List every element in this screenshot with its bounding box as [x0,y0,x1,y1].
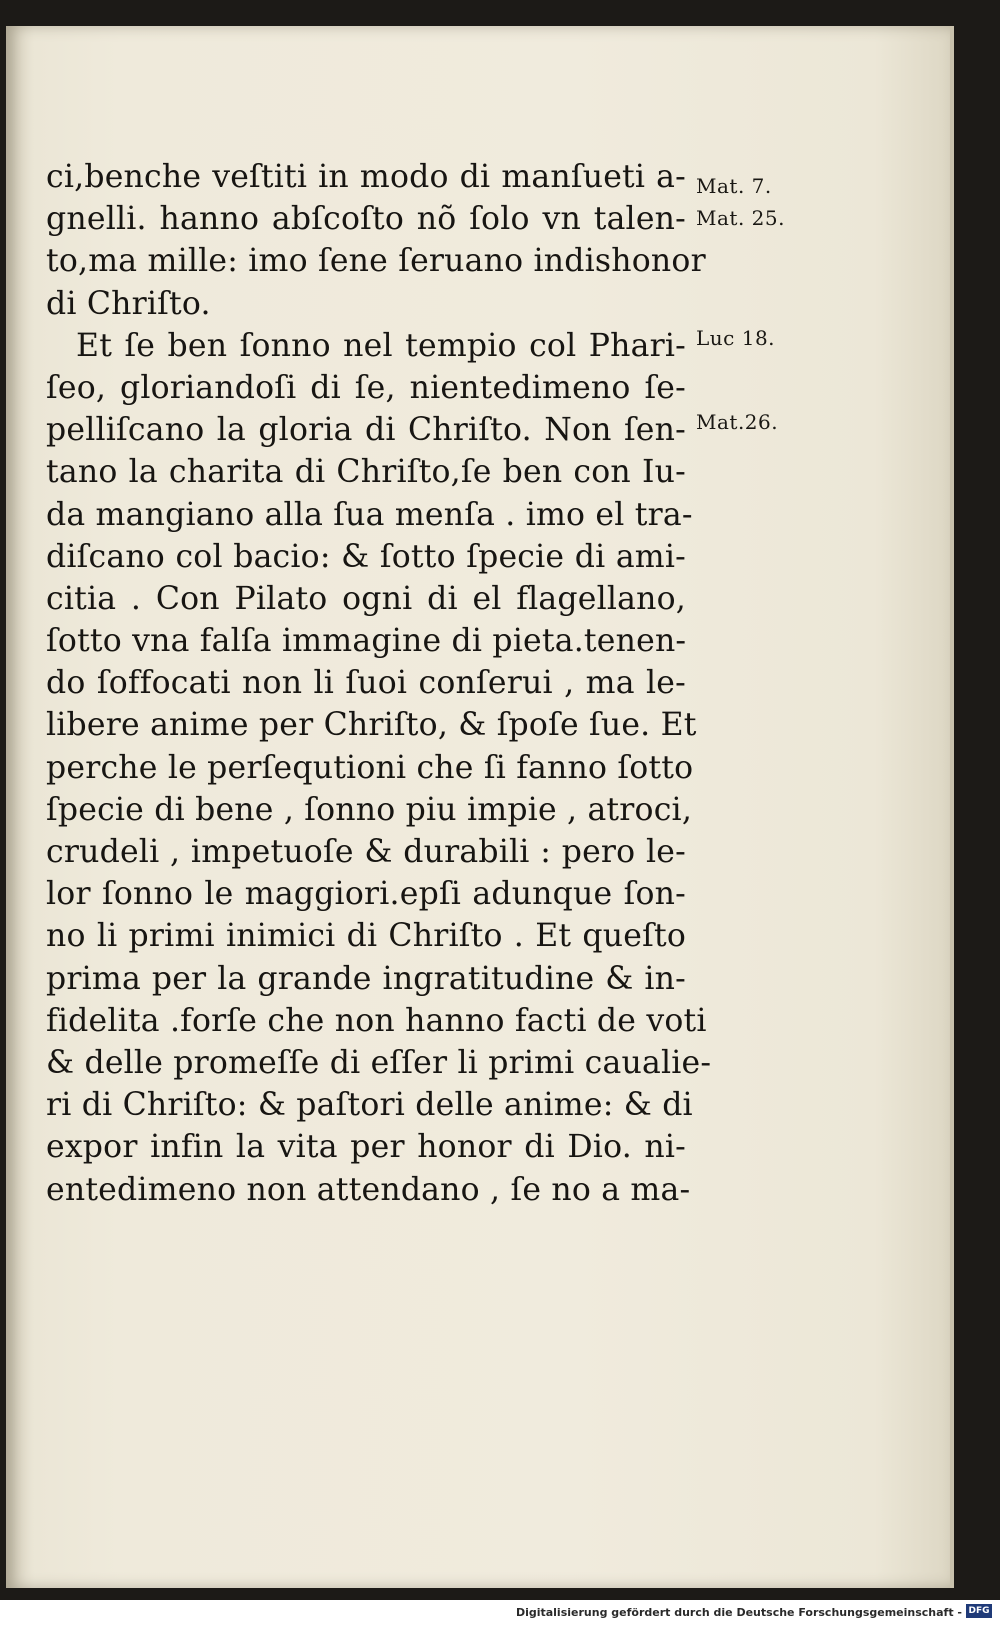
body-text [46,156,712,1211]
margin-note: Luc 18. [696,326,776,350]
text-line: to,ma mille: imo ſene ſeruano indishonor [46,243,706,280]
text-line: fidelita .forſe che non hanno facti de voti [46,1002,707,1039]
text-line: citia . Con Pilato ogni di el flagellano, [46,580,686,617]
margin-note: Mat. 25. [696,206,785,230]
margin-note: Mat.26. [696,410,779,434]
text-line: ci,benche veſtiti in modo di manſueti a- [46,159,686,195]
text-line: entedimeno non attendano , ſe no a ma- [46,1171,691,1208]
text-line: da mangiano alla ſua menſa . imo el tra- [46,496,693,533]
text-line: Et ſe ben ſonno nel tempio col Phari- [76,327,686,364]
text-line: pelliſcano la gloria di Chriſto. Non ſen- [46,412,686,449]
text-line: ri di Chriſto: & paſtori delle anime: & di [46,1087,693,1124]
text-line: tano la charita di Chriſto,ſe ben con Iu- [46,454,686,491]
book-page [6,26,954,1588]
text-line: no li primi inimici di Chriſto . Et queſto [46,918,686,955]
text-line: di Chriſto. [46,285,211,322]
funding-credit: Digitalisierung gefördert durch die Deutsche Forschungsgemeinschaft - [515,1606,962,1619]
text-line: perche le perſequtioni che ſi fanno ſotto [46,749,694,786]
text-line: crudeli , impetuoſe & durabili : pero le- [46,834,686,870]
text-line: do ſoffocati non li ſuoi conſerui , ma le- [46,665,686,702]
text-line: gnelli. hanno abſcoſto nõ ſolo vn talen- [46,201,686,238]
text-line: ſpecie di bene , ſonno piu impie , atroci, [46,791,693,828]
text-line: & delle promeſſe di eſſer li primi caualie- [46,1044,712,1081]
text-line: expor infin la vita per honor di Dio. ni- [46,1129,686,1166]
text-line: ſeo, gloriandoſi di ſe, nientedimeno ſe- [46,369,686,406]
text-line: libere anime per Chriſto, & ſpoſe ſue. Et [46,707,697,744]
dfg-logo: DFG [966,1604,992,1618]
text-line: lor ſonno le maggiori.epſi adunque ſon- [46,876,686,913]
text-line: ſotto vna falſa immagine di pieta.tenen- [46,623,687,660]
text-line: diſcano col bacio: & ſotto ſpecie di ami- [46,538,686,575]
margin-note: Mat. 7. [696,174,772,198]
text-line: prima per la grande ingratitudine & in- [46,960,686,997]
